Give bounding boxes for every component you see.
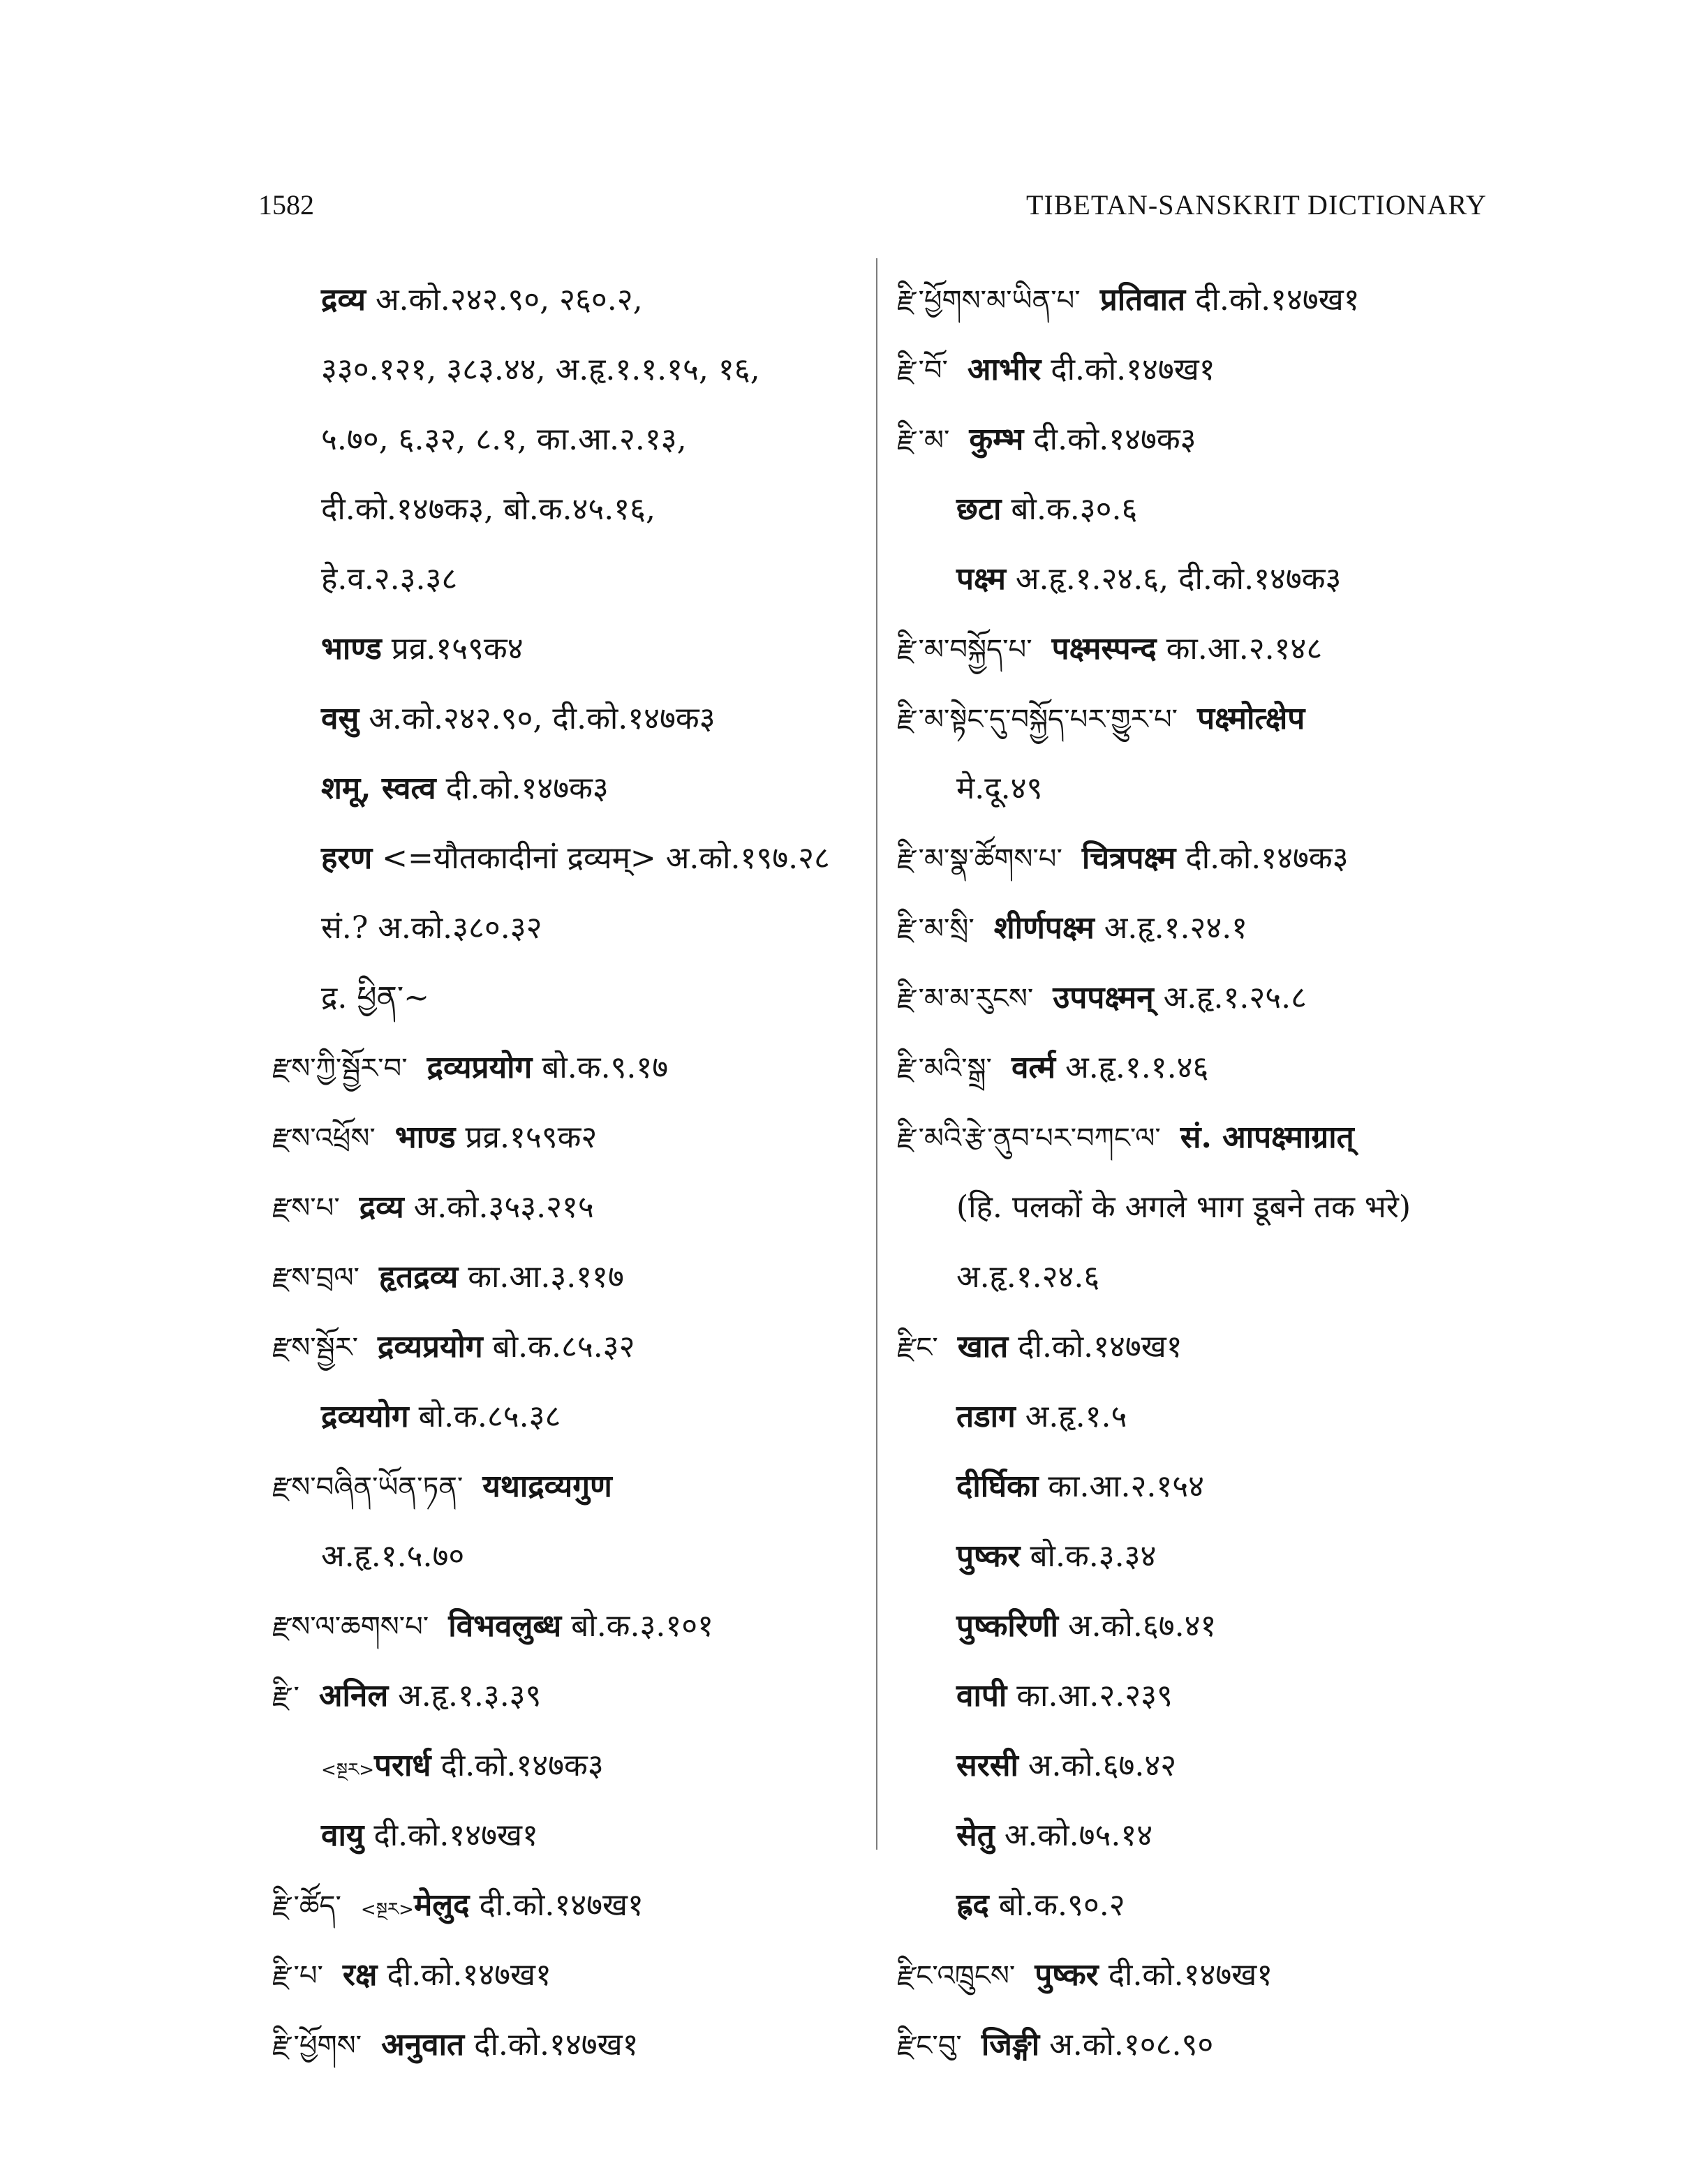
sanskrit-term: मेलुद <box>413 1887 470 1923</box>
reference-text: अ.हृ.१.५ <box>1025 1399 1127 1434</box>
tibetan-headword: རྫི་མ་བསྐྱོད་པ་ <box>897 634 1032 666</box>
reference-text: अ.हृ.१.५.७० <box>321 1538 465 1574</box>
reference-text: <=यौतकादीनां द्रव्यम्> अ.को.१९७.२८ <box>382 840 830 876</box>
sanskrit-term: द्रव्यप्रयोग <box>427 1050 533 1085</box>
dictionary-entry-line <box>897 893 1546 963</box>
sanskrit-term: खात <box>957 1329 1009 1365</box>
sanskrit-term: परार्ध <box>374 1748 431 1783</box>
dictionary-entry-line <box>272 1382 866 1452</box>
sanskrit-term: ह्रद <box>956 1887 989 1923</box>
dictionary-entry-line <box>272 1522 866 1591</box>
dictionary-entry-line <box>897 1522 1546 1591</box>
dictionary-entry-line <box>272 1312 866 1382</box>
dictionary-entry-line <box>272 405 866 475</box>
dictionary-entry-line <box>897 2010 1546 2080</box>
dictionary-entry-line <box>272 1103 866 1173</box>
reference-text: दी.को.१४७क३ <box>445 771 609 806</box>
sanskrit-term: हृतद्रव्य <box>378 1259 459 1295</box>
dictionary-entry-line <box>897 1103 1546 1173</box>
reference-text: का.आ.२.१५४ <box>1048 1469 1204 1504</box>
sanskrit-term: अनिल <box>318 1678 389 1714</box>
tibetan-headword: རྫིང་བུ་ <box>897 2030 962 2062</box>
reference-text: बो.क.८५.३२ <box>492 1329 635 1365</box>
tibetan-headword: རྫི་བོ་ <box>897 355 948 387</box>
sanskrit-term: छटा <box>956 491 1002 527</box>
reference-text: का.आ.२.१४८ <box>1166 631 1323 667</box>
dictionary-entry-line <box>272 1731 866 1801</box>
reference-text: बो.क.९०.२ <box>998 1887 1125 1923</box>
tibetan-headword: རྫི་མའི་སྒྲ་ <box>897 1053 992 1085</box>
reference-text: दी.को.१४७ख१ <box>1018 1329 1183 1365</box>
dictionary-entry-line <box>897 1452 1546 1522</box>
dictionary-entry-line <box>272 614 866 684</box>
reference-text: अ.को.६७.४१ <box>1068 1608 1217 1644</box>
reference-text: दी.को.१४७ख१ <box>479 1887 644 1923</box>
reference-text: दी.को.१४७क३ <box>1185 840 1349 876</box>
reference-text: बो.क.३.१०१ <box>571 1608 713 1644</box>
sanskrit-term: पक्ष्म <box>956 561 1006 597</box>
dictionary-entry-line <box>897 544 1546 614</box>
running-head: TIBETAN-SANSKRIT DICTIONARY <box>1026 189 1487 221</box>
reference-text: दी.को.१४७क३ <box>440 1748 604 1783</box>
reference-text: बो.क.९.१७ <box>542 1050 669 1085</box>
dictionary-entry-line <box>897 1033 1546 1103</box>
reference-text: प्रव्र.१५९क२ <box>465 1120 598 1155</box>
reference-text: दी.को.१४७ख१ <box>1108 1957 1273 1993</box>
reference-text: अ.हृ.१.२४.६ <box>956 1259 1100 1295</box>
dictionary-entry-line <box>897 1591 1546 1661</box>
reference-text: दी.को.१४७ख१ <box>1051 352 1215 387</box>
tibetan-headword: རྫི་མ་སྟེང་དུ་བསྐྱོད་པར་གྱུར་པ་ <box>897 704 1178 736</box>
tibetan-headword: རྫས་བྲལ་ <box>272 1262 360 1294</box>
sanskrit-term: अनुवात <box>381 2027 465 2063</box>
sanskrit-term: द्रव्य <box>359 1189 404 1225</box>
sanskrit-term: रक्ष <box>342 1957 378 1993</box>
tibetan-headword: རྫི་ཚོད་ <box>272 1890 341 1922</box>
sanskrit-term: विभवलुब्ध <box>448 1608 562 1644</box>
reference-text: अ.हृ.१.१.४६ <box>1065 1050 1209 1085</box>
sanskrit-term: द्रव्य <box>321 282 366 318</box>
dictionary-entry-line <box>897 1382 1546 1452</box>
sanskrit-term: पुष्कर <box>1035 1957 1099 1993</box>
tibetan-headword: རྫས་བཞིན་ཡོན་ཏན་ <box>272 1471 464 1503</box>
sanskrit-term: उपपक्ष्मन् <box>1053 980 1154 1016</box>
dictionary-entry-line <box>272 1940 866 2010</box>
sanskrit-term: वसु <box>321 701 360 736</box>
reference-text: अ.हृ.१.२४.१ <box>1104 910 1248 946</box>
dictionary-entry-line <box>272 1801 866 1871</box>
usage-tag: <སྔར> <box>321 1760 375 1781</box>
reference-text: (हि. पलकों के अगले भाग डूबने तक भरे) <box>956 1189 1411 1225</box>
reference-text: दी.को.१४७ख१ <box>1195 282 1360 318</box>
sanskrit-term: वापी <box>956 1678 1007 1714</box>
reference-text: अ.हृ.१.२५.८ <box>1163 980 1307 1016</box>
tibetan-headword: རྫས་ཀྱི་སྦྱོར་བ་ <box>272 1053 408 1085</box>
dictionary-entry-line <box>272 1242 866 1312</box>
dictionary-entry-line <box>272 1591 866 1661</box>
dictionary-entry-line <box>272 824 866 893</box>
tibetan-headword: རྫས་ལ་ཆགས་པ་ <box>272 1611 429 1643</box>
reference-text: दी.को.१४७ख१ <box>373 1818 538 1853</box>
tibetan-headword: རྫི་མའི་རྩེ་ནུབ་པར་བཀང་ལ་ <box>897 1122 1161 1154</box>
reference-text: मे.दू.४९ <box>956 771 1043 806</box>
dictionary-entry-line <box>272 1173 866 1242</box>
reference-text: अ.को.१०८.९० <box>1049 2027 1214 2063</box>
sanskrit-term: सेतु <box>956 1818 995 1853</box>
dictionary-entry-line <box>272 1661 866 1731</box>
tibetan-headword: རྫི་མ་སྲི་ <box>897 913 974 945</box>
sanskrit-term: तडाग <box>956 1399 1016 1434</box>
left-column <box>272 265 866 2080</box>
reference-text: अ.को.२४२.९०, २६०.२, <box>375 282 643 318</box>
reference-text: हे.व.२.३.३८ <box>321 561 458 597</box>
dictionary-entry-line <box>897 1173 1546 1242</box>
sanskrit-term: दीर्घिका <box>956 1469 1039 1504</box>
reference-text: दी.को.१४७क३ <box>1033 422 1196 457</box>
dictionary-entry-line <box>897 684 1546 754</box>
tibetan-headword: རྫི་ཕྱོགས་མ་ཡིན་པ་ <box>897 285 1081 317</box>
dictionary-entry-line <box>897 475 1546 544</box>
reference-text: ५.७०, ६.३२, ८.१, का.आ.२.१३, <box>321 422 687 457</box>
tibetan-headword: རྫས་སྦྱོར་ <box>272 1332 358 1364</box>
reference-text: दी.को.१४७ख१ <box>474 2027 639 2063</box>
column-divider <box>876 258 877 1850</box>
tibetan-headword: རྫི་མ་མ་རུངས་ <box>897 983 1034 1015</box>
reference-text: सं.? अ.को.३८०.३२ <box>321 910 542 946</box>
dictionary-entry-line <box>897 754 1546 824</box>
dictionary-entry-line <box>897 1940 1546 2010</box>
reference-text: बो.क.८५.३८ <box>418 1399 561 1434</box>
tibetan-headword: རྫིང་འཁྲུངས་ <box>897 1960 1016 1992</box>
dictionary-entry-line <box>272 754 866 824</box>
sanskrit-term: हरण <box>321 840 373 876</box>
page-number: 1582 <box>258 189 314 221</box>
sanskrit-term: द्रव्ययोग <box>321 1399 409 1434</box>
dictionary-entry-line <box>272 2010 866 2080</box>
reference-text: बो.क.३.३४ <box>1030 1538 1157 1574</box>
tibetan-headword: རྫིང་ <box>897 1332 938 1364</box>
sanskrit-term: पक्ष्मस्पन्द <box>1051 631 1157 667</box>
sanskrit-term: पक्ष्मोत्क्षेप <box>1197 701 1305 736</box>
sanskrit-term: कुम्भ <box>969 422 1024 457</box>
dictionary-entry-line <box>272 1871 866 1940</box>
reference-text: अ.हृ.१.३.३९ <box>398 1678 542 1714</box>
dictionary-entry-line <box>897 1312 1546 1382</box>
sanskrit-term: वायु <box>321 1818 364 1853</box>
tibetan-headword: རྫི་མ་སྣ་ཚོགས་པ་ <box>897 843 1062 875</box>
dictionary-entry-line <box>272 544 866 614</box>
dictionary-entry-line <box>897 824 1546 893</box>
right-column <box>897 265 1546 2080</box>
tibetan-headword: རྫི་མ་ <box>897 424 950 456</box>
sanskrit-term: पुष्करिणी <box>956 1608 1059 1644</box>
dictionary-entry-line <box>897 1242 1546 1312</box>
dictionary-entry-line <box>272 335 866 405</box>
sanskrit-term: प्रतिवात <box>1099 282 1186 318</box>
reference-text: का.आ.३.११७ <box>468 1259 624 1295</box>
dictionary-entry-line <box>272 1033 866 1103</box>
sanskrit-term: चित्रपक्ष्म <box>1081 840 1176 876</box>
sanskrit-term: वर्त्म <box>1011 1050 1056 1085</box>
dictionary-entry-line <box>897 335 1546 405</box>
tibetan-headword: རྫི་པ་ <box>272 1960 323 1992</box>
sanskrit-term: सरसी <box>956 1748 1018 1783</box>
sanskrit-term: शीर्णपक्ष्म <box>993 910 1095 946</box>
dictionary-entry-line <box>272 963 866 1033</box>
reference-text: का.आ.२.२३९ <box>1016 1678 1173 1714</box>
tibetan-headword: རྫས་འཕྲོས་ <box>272 1122 376 1154</box>
reference-text: अ.को.३५३.२१५ <box>413 1189 594 1225</box>
reference-text: दी.को.१४७क३, बो.क.४५.१६, <box>321 491 655 527</box>
reference-text: बो.क.३०.६ <box>1011 491 1138 527</box>
dictionary-entry-line <box>897 265 1546 335</box>
tibetan-headword: རྫས་པ་ <box>272 1192 340 1224</box>
reference-text: द्र. ཕྱིན་~ <box>321 980 429 1016</box>
sanskrit-term: भाण्ड <box>321 631 382 667</box>
reference-text: अ.को.६७.४२ <box>1028 1748 1177 1783</box>
sanskrit-term: द्रव्यप्रयोग <box>378 1329 483 1365</box>
dictionary-entry-line <box>897 963 1546 1033</box>
usage-tag: <སྔར> <box>360 1899 414 1920</box>
dictionary-entry-line <box>272 684 866 754</box>
dictionary-entry-line <box>272 1452 866 1522</box>
reference-text: अ.को.७५.१४ <box>1004 1818 1153 1853</box>
reference-text: प्रव्र.१५९क४ <box>391 631 524 667</box>
dictionary-entry-line <box>272 265 866 335</box>
reference-text: ३३०.१२१, ३८३.४४, अ.हृ.१.१.१५, १६, <box>321 352 760 387</box>
dictionary-entry-line <box>897 1801 1546 1871</box>
sanskrit-term: भाण्ड <box>394 1120 456 1155</box>
dictionary-entry-line <box>897 1871 1546 1940</box>
sanskrit-term: जिङ्गी <box>981 2027 1040 2063</box>
reference-text: अ.हृ.१.२४.६, दी.को.१४७क३ <box>1015 561 1342 597</box>
dictionary-entry-line <box>272 893 866 963</box>
sanskrit-term: सं. आपक्ष्माग्रात् <box>1180 1120 1354 1155</box>
sanskrit-term: शमू, स्वत्व <box>321 771 436 806</box>
tibetan-headword: རྫི་ <box>272 1681 299 1713</box>
dictionary-entry-line <box>272 475 866 544</box>
reference-text: दी.को.१४७ख१ <box>387 1957 551 1993</box>
sanskrit-term: यथाद्रव्यगुण <box>482 1469 612 1504</box>
dictionary-entry-line <box>897 1731 1546 1801</box>
sanskrit-term: आभीर <box>967 352 1042 387</box>
dictionary-entry-line <box>897 1661 1546 1731</box>
reference-text: अ.को.२४२.९०, दी.को.१४७क३ <box>369 701 716 736</box>
sanskrit-term: पुष्कर <box>956 1538 1021 1574</box>
dictionary-entry-line <box>897 405 1546 475</box>
dictionary-entry-line <box>897 614 1546 684</box>
tibetan-headword: རྫི་ཕྱོགས་ <box>272 2030 362 2062</box>
